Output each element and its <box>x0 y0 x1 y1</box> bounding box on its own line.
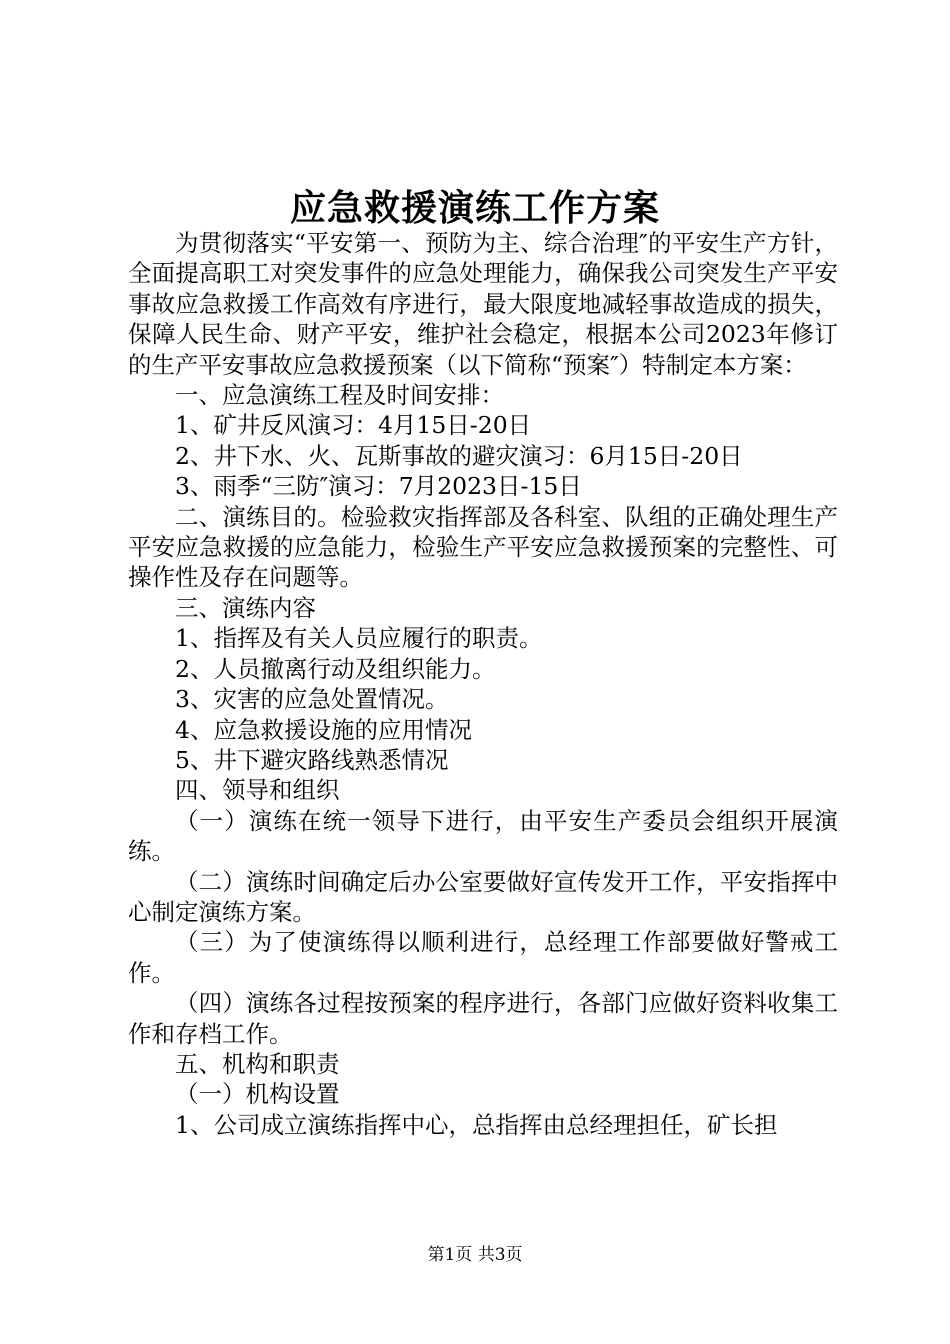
section-heading-4: 四、领导和组织 <box>175 776 340 805</box>
sub-item: （二）演练时间确定后办公室要做好宣传发开工作，平安指挥中心制定演练方案。 <box>128 867 838 926</box>
list-item: 4、应急救援设施的应用情况 <box>175 715 472 744</box>
list-item: 1、指挥及有关人员应履行的职责。 <box>175 624 543 653</box>
list-item: 3、灾害的应急处置情况。 <box>175 685 449 714</box>
sub-item: （一）机构设置 <box>175 1080 340 1109</box>
section-heading-5: 五、机构和职责 <box>175 1049 340 1078</box>
page-footer: 第1页 共3页 <box>427 1245 523 1265</box>
list-item: 3、雨季“三防″演习：7月2023日-15日 <box>175 472 582 501</box>
section-heading-1: 一、应急演练工程及时间安排： <box>175 381 504 410</box>
section-heading-3: 三、演练内容 <box>175 593 316 622</box>
list-item: 5、井下避灾路线熟悉情况 <box>175 745 449 774</box>
list-item: 2、井下水、火、瓦斯事故的避灾演习：6月15日-20日 <box>175 441 743 470</box>
sub-item: （一）演练在统一领导下进行，由平安生产委员会组织开展演练。 <box>128 806 838 866</box>
list-item: 1、矿井反风演习：4月15日-20日 <box>175 411 532 440</box>
sub-item: （三）为了使演练得以顺利进行，总经理工作部要做好警戒工作。 <box>128 928 838 987</box>
document-title: 应急救援演练工作方案 <box>289 187 660 229</box>
sub-item: （四）演练各过程按预案的程序进行，各部门应做好资料收集工作和存档工作。 <box>128 989 838 1048</box>
section-paragraph-2: 二、演练目的。检验救灾指挥部及各科室、队组的正确处理生产平安应急救援的应急能力，检验生产平安应急救援预案的完整性、可操作性及存在问题等。 <box>128 502 838 592</box>
list-item: 2、人员撤离行动及组织能力。 <box>175 654 496 683</box>
list-item: 1、公司成立演练指挥中心，总指挥由总经理担任，矿长担 <box>175 1110 778 1139</box>
intro-paragraph: 为贯彻落实“平安第一、预防为主、综合治理″的平安生产方针，全面提高职工对突发事件的应急处理能力，确保我公司突发生产平安事故应急救援工作高效有序进行，最大限度地减轻事故造成的损失，保障人民生命、财产平安，维护社会稳定，根据本公司2023年修订的生产平安事故应急救援预案（以下简称“预案″）特制定本方案： <box>128 229 838 379</box>
document-body <box>128 228 838 1140</box>
